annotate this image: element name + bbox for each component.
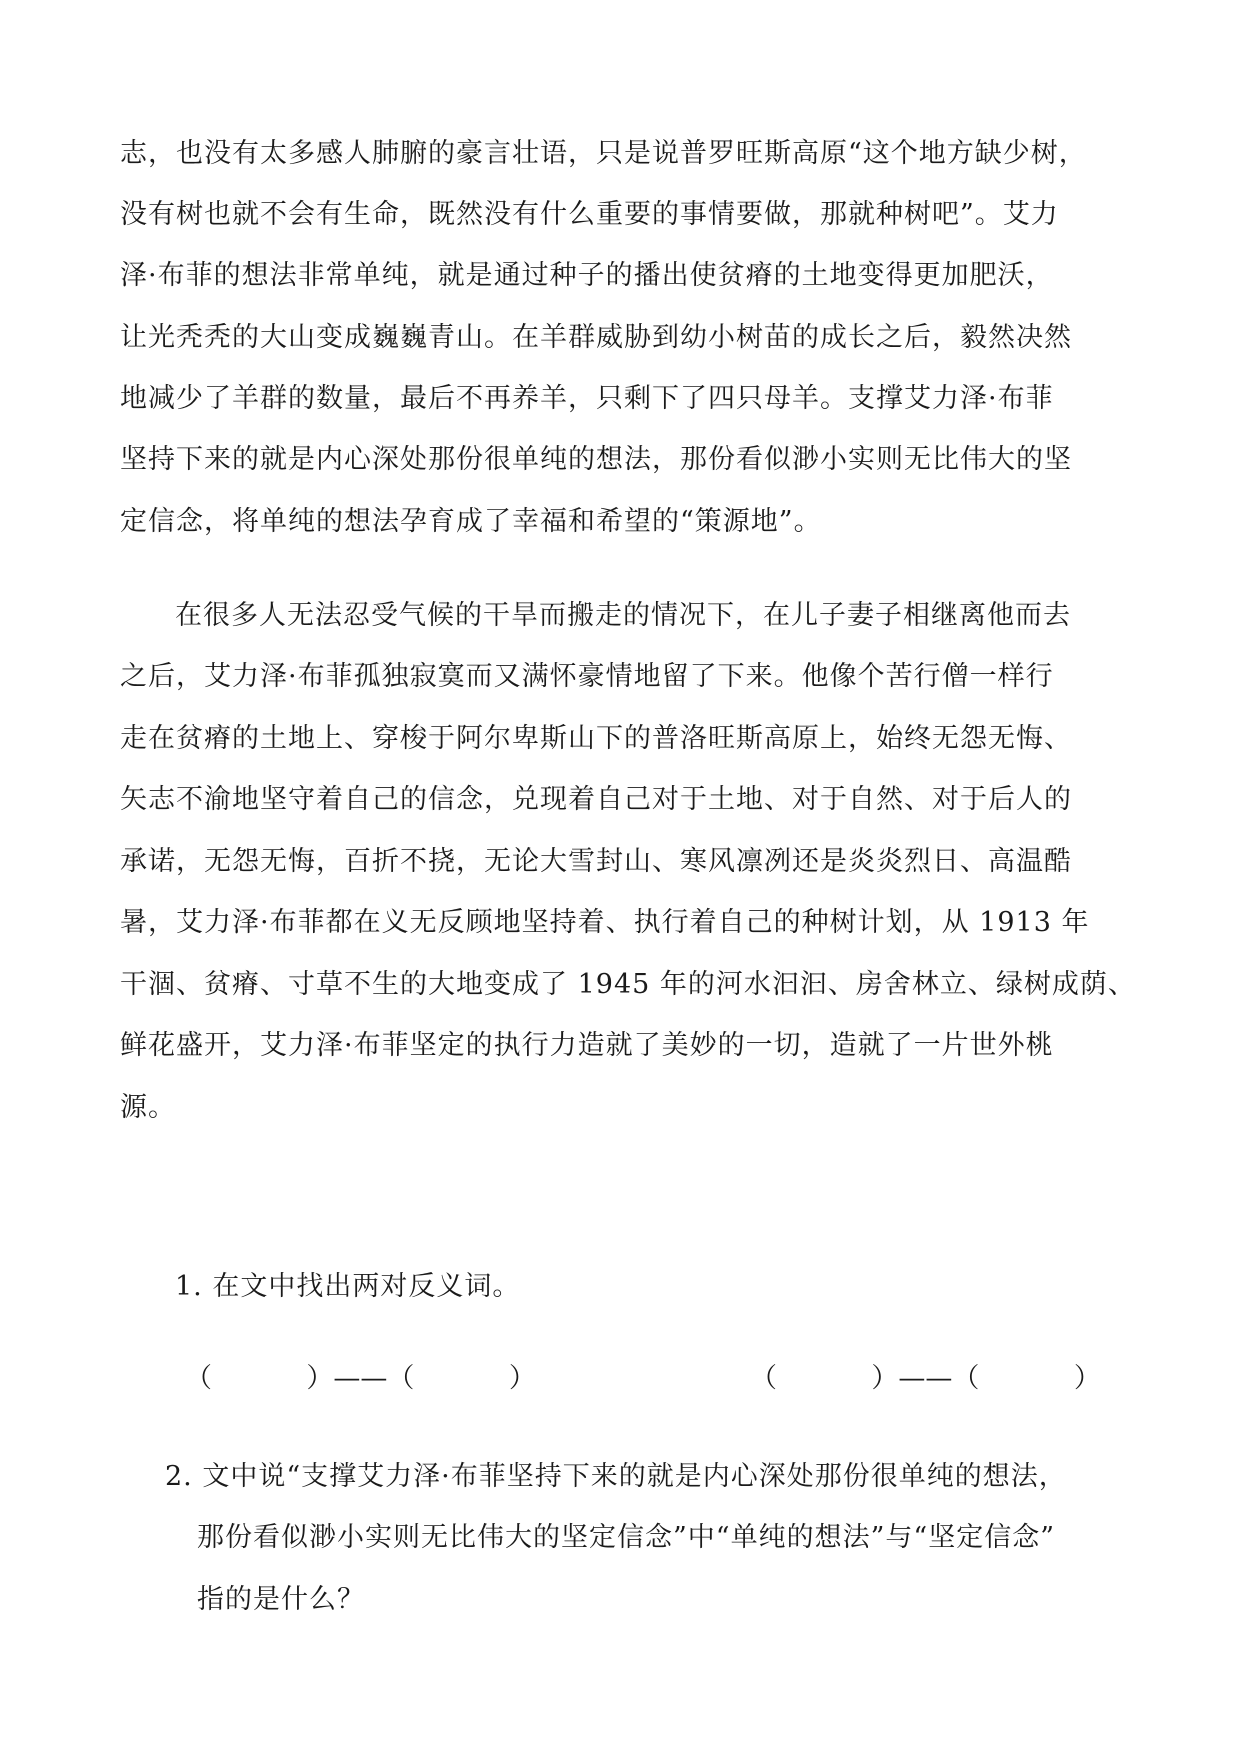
paragraph1-line-3: 泽·布菲的想法非常单纯，就是通过种子的播出使贫瘠的土地变得更加肥沃， xyxy=(120,260,1054,291)
paragraph2-line-7: 干涸、贫瘠、寸草不生的大地变成了 1945 年的河水汩汩、房舍林立、绿树成荫、 xyxy=(120,969,1136,1000)
paragraph1-line-5: 地减少了羊群的数量，最后不再养羊，只剩下了四只母羊。支撑艾力泽·布菲 xyxy=(120,383,1054,414)
paragraph1-line-7: 定信念，将单纯的想法孕育成了幸福和希望的“策源地”。 xyxy=(120,506,822,537)
question-1: 1. 在文中找出两对反义词。 xyxy=(175,1271,521,1302)
paragraph1-line-2: 没有树也就不会有生命，既然没有什么重要的事情要做，那就种树吧”。艾力 xyxy=(120,199,1059,230)
question-2-line-2: 那份看似渺小实则无比伟大的坚定信念”中“单纯的想法”与“坚定信念” xyxy=(197,1522,1056,1553)
paragraph1-line-1: 志，也没有太多感人肺腑的豪言壮语，只是说普罗旺斯高原“这个地方缺少树， xyxy=(120,138,1087,169)
paragraph1-line-6: 坚持下来的就是内心深处那份很单纯的想法，那份看似渺小实则无比伟大的坚 xyxy=(120,444,1072,475)
paragraph2-line-3: 走在贫瘠的土地上、穿梭于阿尔卑斯山下的普洛旺斯高原上，始终无怨无悔、 xyxy=(120,723,1072,754)
paragraph2-line-1: 在很多人无法忍受气候的干旱而搬走的情况下，在儿子妻子相继离他而去 xyxy=(175,600,1071,631)
question-1-blanks-left[interactable]: （ ）——（ ） xyxy=(185,1363,536,1394)
paragraph2-line-9: 源。 xyxy=(120,1092,176,1123)
paragraph2-line-6: 暑，艾力泽·布菲都在义无反顾地坚持着、执行着自己的种树计划，从 1913 年 xyxy=(120,907,1090,938)
question-2-line-3: 指的是什么？ xyxy=(197,1584,365,1615)
paragraph2-line-5: 承诺，无怨无悔，百折不挠，无论大雪封山、寒风凛冽还是炎炎烈日、高温酷 xyxy=(120,846,1072,877)
paragraph2-line-4: 矢志不渝地坚守着自己的信念，兑现着自己对于土地、对于自然、对于后人的 xyxy=(120,784,1072,815)
paragraph2-line-8: 鲜花盛开，艾力泽·布菲坚定的执行力造就了美妙的一切，造就了一片世外桃 xyxy=(120,1030,1054,1061)
question-2-line-1: 2. 文中说“支撑艾力泽·布菲坚持下来的就是内心深处那份很单纯的想法， xyxy=(165,1461,1067,1492)
paragraph2-line-2: 之后，艾力泽·布菲孤独寂寞而又满怀豪情地留了下来。他像个苦行僧一样行 xyxy=(120,661,1054,692)
question-1-blanks-right[interactable]: （ ）——（ ） xyxy=(750,1363,1101,1394)
paragraph1-line-4: 让光秃秃的大山变成巍巍青山。在羊群威胁到幼小树苗的成长之后，毅然决然 xyxy=(120,322,1072,353)
